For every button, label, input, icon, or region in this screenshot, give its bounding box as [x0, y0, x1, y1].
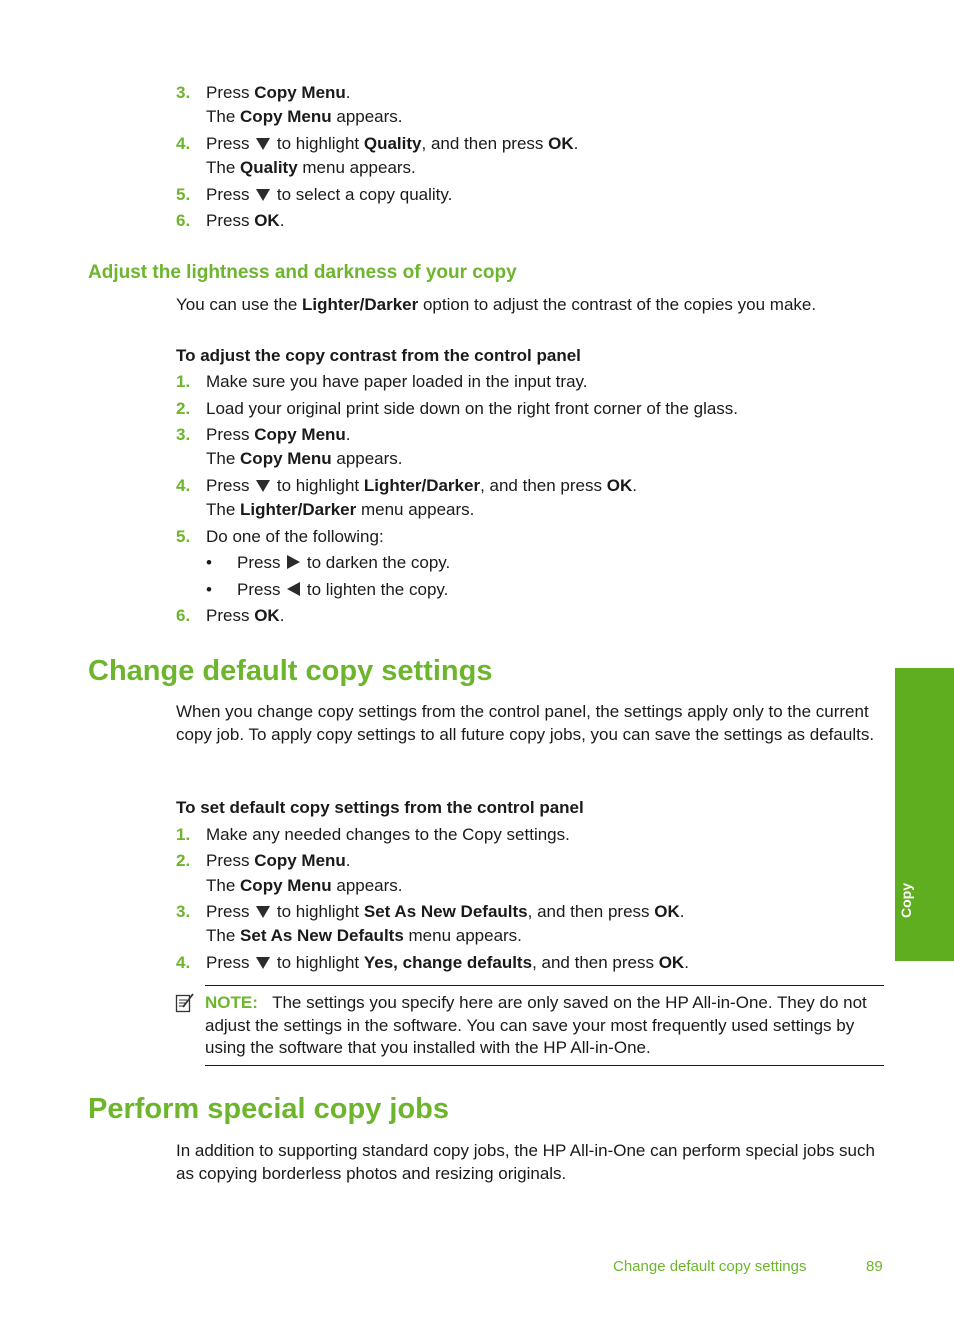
step-result: The Copy Menu appears.	[206, 107, 403, 126]
step-number: 6.	[176, 606, 191, 625]
step-result: The Copy Menu appears.	[206, 449, 403, 468]
step-number: 2.	[176, 851, 191, 870]
step-result: The Set As New Defaults menu appears.	[206, 926, 522, 945]
step-number: 3.	[176, 902, 191, 921]
section-intro: You can use the Lighter/Darker option to adjust the contrast of the copies you make.	[176, 295, 817, 314]
step-text: Press to highlight Set As New Defaults, and then press OK.	[206, 902, 685, 921]
step-text: Press to highlight Quality, and then press OK.	[206, 134, 579, 153]
step-number: 1.	[176, 372, 191, 391]
chapter-tab-label: Copy	[898, 883, 914, 918]
down-arrow-icon	[256, 480, 270, 492]
down-arrow-icon	[256, 906, 270, 918]
step-text: Press Copy Menu.	[206, 851, 351, 870]
procedure-title: To adjust the copy contrast from the control panel	[176, 346, 581, 365]
bullet: •	[206, 553, 212, 572]
procedure-title: To set default copy settings from the control panel	[176, 798, 584, 817]
bullet-text: Press to darken the copy.	[237, 553, 451, 572]
note-top-rule	[205, 985, 884, 986]
page-number: 89	[866, 1258, 883, 1275]
down-arrow-icon	[256, 957, 270, 969]
note-label: NOTE:	[205, 993, 258, 1012]
step-text: Make sure you have paper loaded in the input tray.	[206, 372, 588, 391]
note-body: NOTE: The settings you specify here are only saved on the HP All-in-One. They do not adjust the settings in the software. You can save your most frequently used settings by using the software that you installed with the HP All-in-One.	[205, 993, 867, 1057]
step-number: 1.	[176, 825, 191, 844]
bullet-text: Press to lighten the copy.	[237, 580, 449, 599]
section-intro: In addition to supporting standard copy jobs, the HP All-in-One can perform special jobs such as copying borderless photos and resizing originals.	[176, 1141, 875, 1183]
step-number: 6.	[176, 211, 191, 230]
step-number: 3.	[176, 425, 191, 444]
step-result: The Quality menu appears.	[206, 158, 416, 177]
bullet: •	[206, 580, 212, 599]
step-text: Press OK.	[206, 606, 285, 625]
step-number: 4.	[176, 134, 191, 153]
down-arrow-icon	[256, 138, 270, 150]
step-result: The Lighter/Darker menu appears.	[206, 500, 475, 519]
section-heading: Adjust the lightness and darkness of your copy	[88, 262, 517, 283]
down-arrow-icon	[256, 189, 270, 201]
section-intro: When you change copy settings from the control panel, the settings apply only to the current copy job. To apply copy settings to all future copy jobs, you can save the settings as defaults.	[176, 702, 875, 744]
step-number: 5.	[176, 527, 191, 546]
step-text: Press Copy Menu.	[206, 425, 351, 444]
step-number: 3.	[176, 83, 191, 102]
step-text: Press to highlight Yes, change defaults, and then press OK.	[206, 953, 689, 972]
step-number: 4.	[176, 476, 191, 495]
step-number: 4.	[176, 953, 191, 972]
left-arrow-icon	[287, 582, 300, 596]
note-bottom-rule	[205, 1065, 884, 1066]
step-text: Load your original print side down on the right front corner of the glass.	[206, 399, 739, 418]
step-number: 2.	[176, 399, 191, 418]
note-icon	[175, 992, 195, 1014]
page-heading: Perform special copy jobs	[88, 1093, 450, 1125]
footer-section-title: Change default copy settings	[613, 1258, 807, 1275]
step-result: The Copy Menu appears.	[206, 876, 403, 895]
right-arrow-icon	[287, 555, 300, 569]
step-text: Press to highlight Lighter/Darker, and then press OK.	[206, 476, 637, 495]
step-text: Press to select a copy quality.	[206, 185, 453, 204]
step-text: Do one of the following:	[206, 527, 384, 546]
step-number: 5.	[176, 185, 191, 204]
page-heading: Change default copy settings	[88, 655, 493, 687]
step-text: Make any needed changes to the Copy settings.	[206, 825, 570, 844]
step-text: Press Copy Menu.	[206, 83, 351, 102]
step-text: Press OK.	[206, 211, 285, 230]
